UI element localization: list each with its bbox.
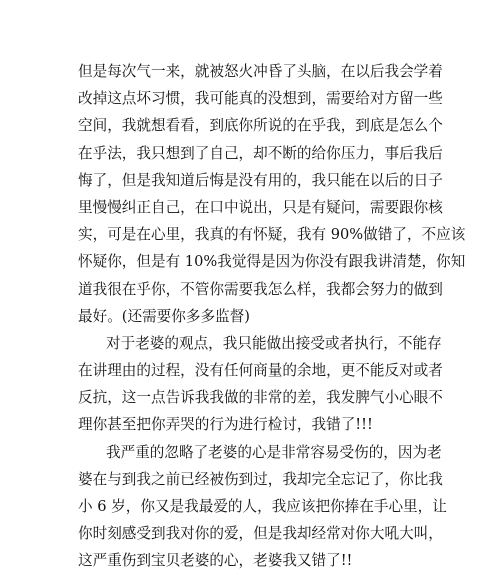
text-line: 悔了，但是我知道后悔是没有用的，我只能在以后的日子: [78, 171, 443, 189]
text-line: 我严重的忽略了老婆的心是非常容易受伤的，因为老: [106, 443, 442, 461]
document-body: [78, 58, 466, 575]
text-line: 反抗，这一点告诉我我做的非常的差，我发脾气小心眼不: [78, 389, 443, 407]
text-line: 道我很在乎你，不管你需要我怎么样，我都会努力的做到: [78, 280, 443, 298]
text-line: 对于老婆的观点，我只能做出接受或者执行，不能存: [106, 334, 442, 352]
text-line: 这严重伤到宝贝老婆的心，老婆我又错了!!: [78, 552, 353, 570]
text-line: 改掉这点坏习惯，我可能真的没想到，需要给对方留一些: [78, 90, 443, 108]
paragraph-3: [78, 439, 447, 575]
text-line: 在乎法，我只想到了自己，却不断的给你压力，事后我后: [78, 144, 443, 162]
text-line: 最好。(还需要你多多监督): [78, 307, 250, 325]
text-line: 理你甚至把你弄哭的行为进行检讨，我错了!!!: [78, 416, 373, 434]
text-line: 你时刻感受到我对你的爱，但是我却经常对你大吼大叫，: [78, 525, 443, 543]
text-line: 怀疑你，但是有 10%我觉得是因为你没有跟我讲清楚，你知: [78, 253, 466, 271]
text-line: 实，可是在心里，我真的有怀疑，我有 90%做错了，不应该: [78, 226, 466, 244]
text-line: 小 6 岁，你又是我最爱的人，我应该把你捧在手心里，让: [78, 498, 447, 515]
text-line: 但是每次气一来，就被怒火冲昏了头脑，在以后我会学着: [78, 63, 443, 80]
text-line: 空间，我就想看看，到底你所说的在乎我，到底是怎么个: [78, 117, 443, 135]
text-line: 婆在与到我之前已经被伤到过，我却完全忘记了，你比我: [78, 470, 443, 488]
paragraph-1: [78, 58, 466, 330]
paragraph-2: [78, 330, 443, 439]
text-line: 里慢慢纠正自己，在口中说出，只是有疑问，需要跟你核: [78, 198, 443, 216]
text-line: 在讲理由的过程，没有任何商量的余地，更不能反对或者: [78, 362, 443, 380]
